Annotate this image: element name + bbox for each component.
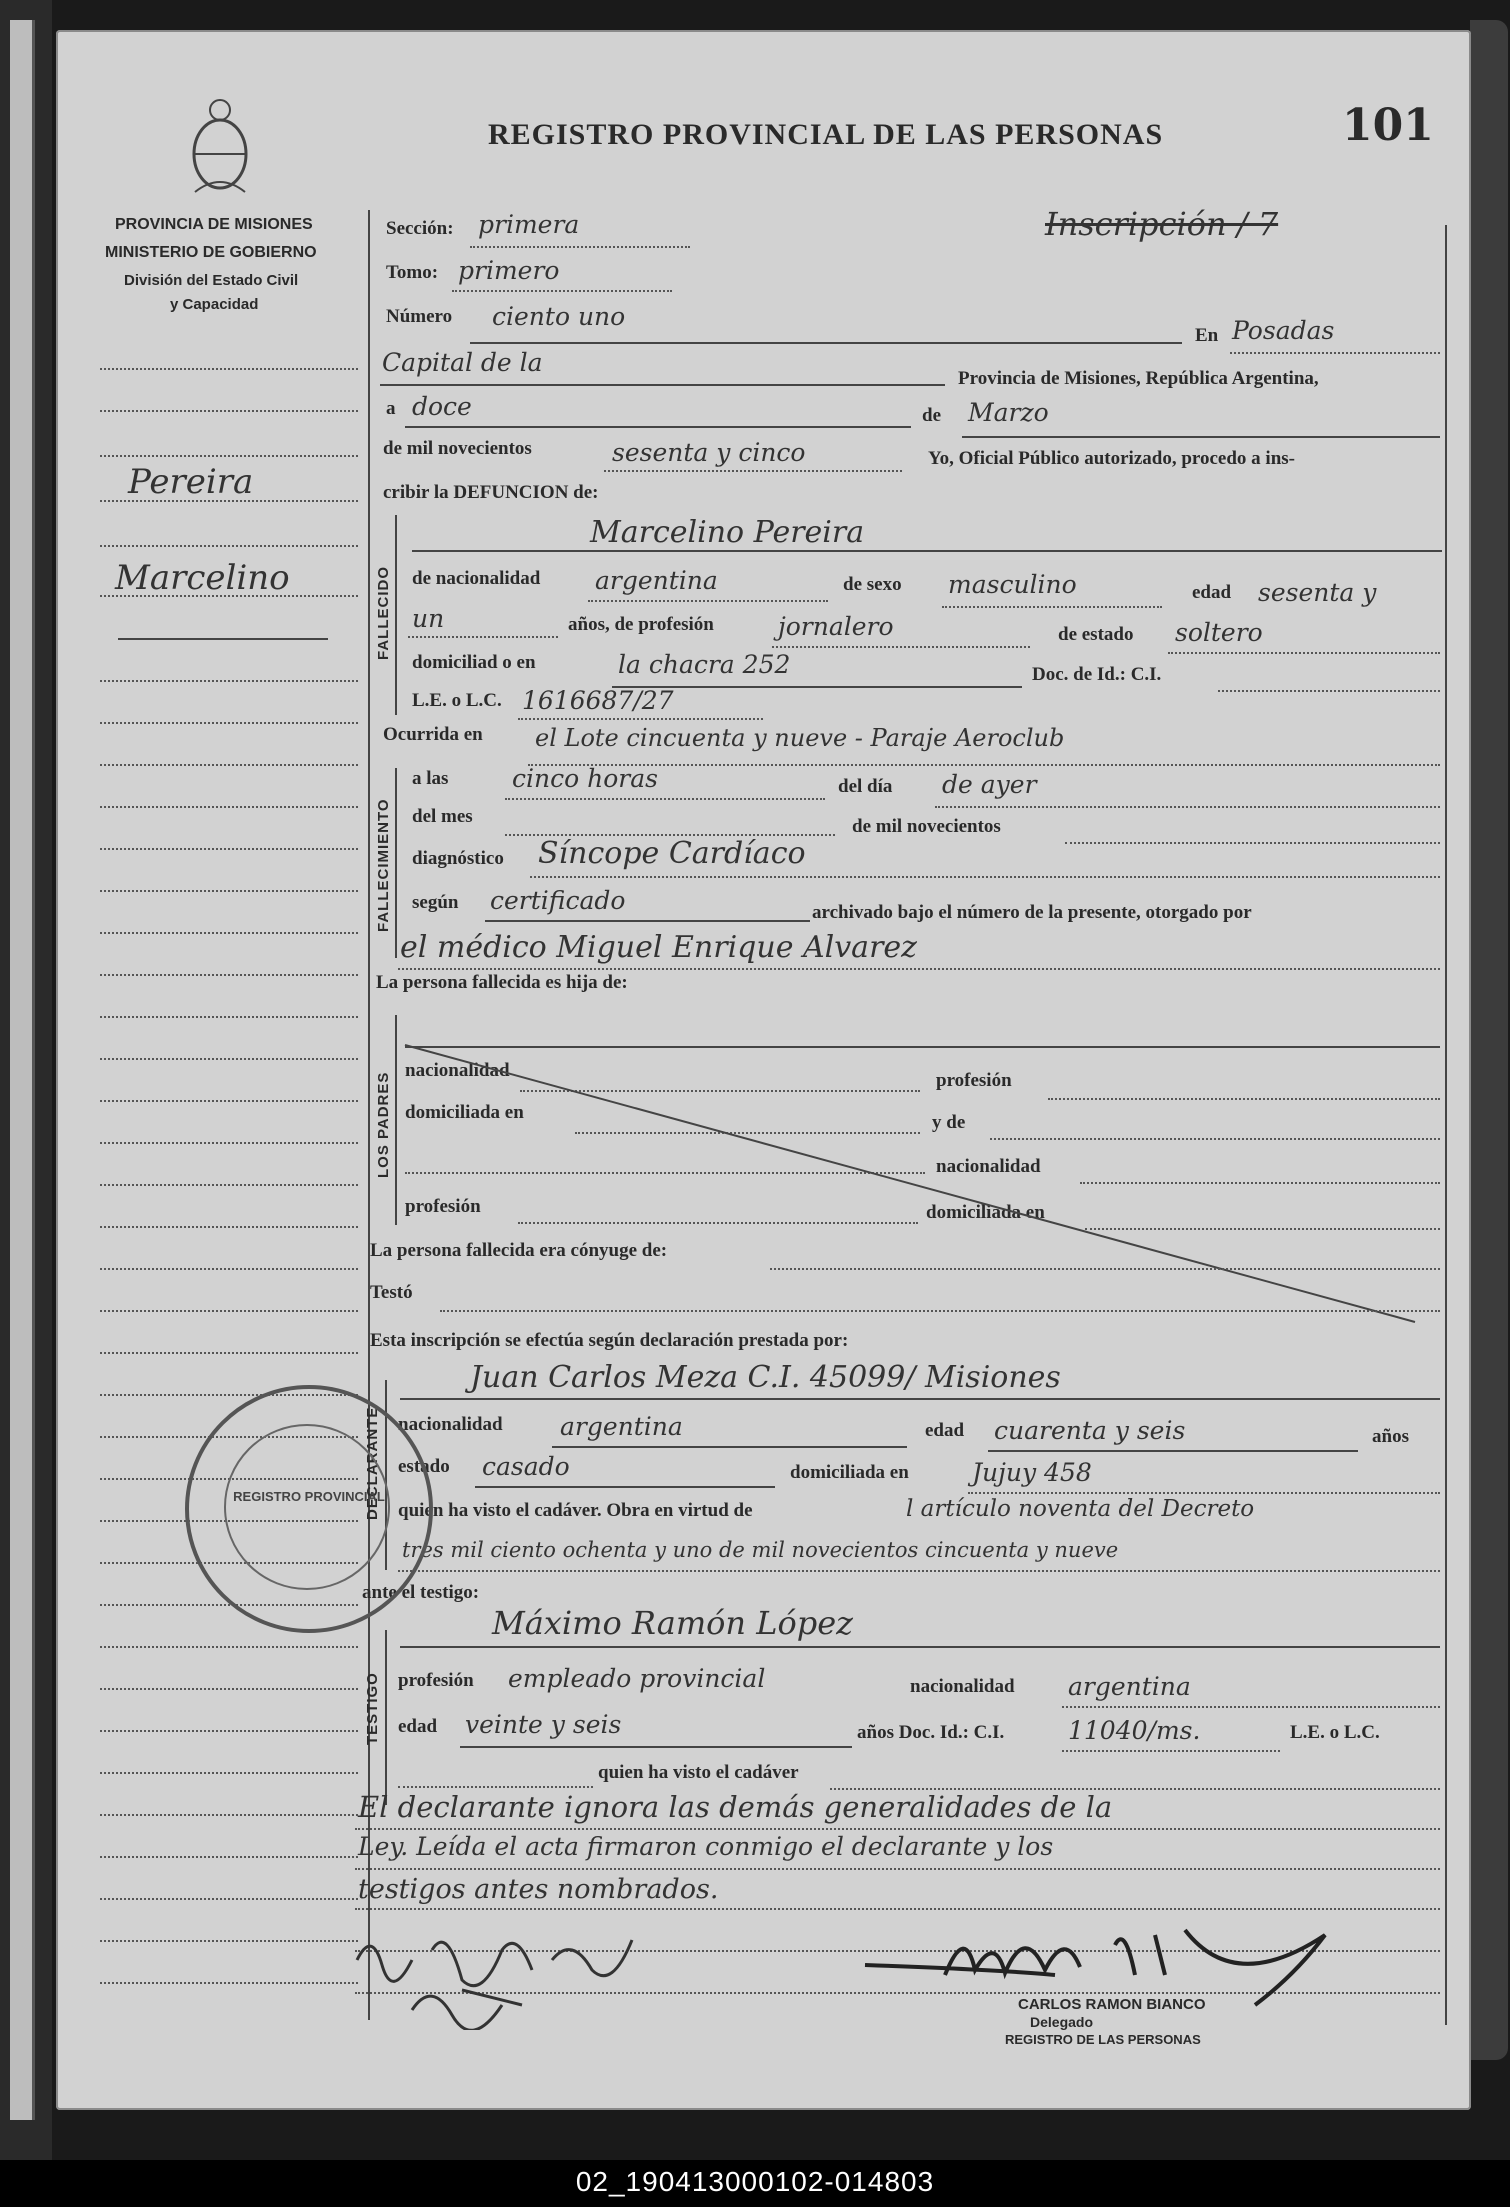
oficial-label: Yo, Oficial Público autorizado, procedo a ins-: [928, 448, 1295, 469]
declarante-nacionalidad-value: argentina: [560, 1412, 683, 1441]
fallecido-nombre: Marcelino Pereira: [590, 515, 865, 550]
seccion-label: Sección:: [386, 218, 454, 239]
declarante-visto-label: quien ha visto el cadáver. Obra en virtud de: [398, 1500, 753, 1521]
margin-surname: Pereira: [128, 462, 254, 502]
de-label: de: [922, 405, 941, 426]
testigo-bracket: [385, 1630, 387, 1805]
anios-profesion-label: años, de profesión: [568, 614, 714, 635]
padres-domiciliada2-label: domiciliada en: [926, 1202, 1045, 1223]
coat-of-arms-icon: [185, 92, 255, 204]
cierre-line1: El declarante ignora las demás generalidades de la: [358, 1790, 1113, 1824]
official-stamp-text: REGISTRO PROVINCIAL: [233, 1489, 385, 1504]
edad-value: sesenta y: [1258, 578, 1377, 607]
testigo-profesion-label: profesión: [398, 1670, 474, 1691]
padres-profesion-label: profesión: [936, 1070, 1012, 1091]
padres-strike-line: [400, 1040, 1450, 1330]
seccion-value: primera: [478, 210, 580, 239]
declarante-section-title: DECLARANTE: [364, 1406, 381, 1520]
declarante-anios-label: años: [1372, 1426, 1409, 1447]
mes-value: Marzo: [968, 398, 1049, 427]
diagnostico-label: diagnóstico: [412, 848, 504, 869]
binder-edge: [10, 20, 35, 2120]
padres-y-de-label: y de: [932, 1112, 966, 1133]
agency-line3: División del Estado Civil: [124, 272, 299, 289]
conyuge-label: La persona fallecida era cónyuge de:: [370, 1240, 668, 1261]
archivado-label: archivado bajo el número de la presente, otorgado por: [812, 902, 1252, 923]
crossed-note: Inscripción / 7: [1045, 205, 1279, 243]
dia-fallecimiento-value: de ayer: [942, 770, 1037, 799]
official-stamp-inner: [224, 1424, 390, 1590]
del-dia-label: del día: [838, 776, 893, 797]
testo-label: Testó: [370, 1282, 413, 1303]
le-label: L.E. o L.C.: [412, 690, 502, 711]
testigo-nacionalidad-label: nacionalidad: [910, 1676, 1015, 1697]
inscribir-label: cribir la DEFUNCION de:: [383, 482, 599, 503]
padres-intro: La persona fallecida es hija de:: [376, 972, 628, 993]
a-label: a: [386, 398, 396, 419]
nacionalidad-value: argentina: [595, 566, 718, 595]
fallecido-section-title: FALLECIDO: [375, 566, 392, 660]
agency-line1: PROVINCIA DE MISIONES: [115, 216, 313, 233]
sello-linea2: Delegado: [1030, 2014, 1094, 2030]
cierre-line3: testigos antes nombrados.: [358, 1874, 719, 1905]
doc-label: Doc. de Id.: C.I.: [1032, 664, 1162, 685]
testigo-intro: ante el testigo:: [362, 1582, 480, 1603]
provincia-label: Provincia de Misiones, República Argentina,: [958, 368, 1319, 389]
numero-value: ciento uno: [492, 302, 626, 331]
agency-line4: y Capacidad: [170, 296, 259, 313]
declarante-virtud-value: l artículo noventa del Decreto: [906, 1496, 1255, 1522]
numero-label: Número: [386, 306, 453, 327]
margin-given-name: Marcelino: [115, 558, 290, 598]
testigo-doc-value: 11040/ms.: [1068, 1716, 1201, 1745]
fallecimiento-section-title: FALLECIMIENTO: [375, 798, 392, 932]
padres-nacionalidad-label: nacionalidad: [405, 1060, 510, 1081]
declarante-domicilio-value: Jujuy 458: [972, 1458, 1092, 1487]
tomo-label: Tomo:: [386, 262, 439, 283]
fallecido-bracket: [395, 515, 397, 715]
a-las-label: a las: [412, 768, 449, 789]
lugar-value: el Lote cincuenta y nueve - Paraje Aeroclub: [535, 724, 1065, 752]
del-mes-label: del mes: [412, 806, 473, 827]
declarante-nombre: Juan Carlos Meza C.I. 45099/ Misiones: [470, 1360, 1061, 1395]
testigo-edad-value: veinte y seis: [465, 1710, 622, 1739]
cierre-line2: Ley. Leída el acta firmaron conmigo el declarante y los: [358, 1832, 1054, 1861]
en-label: En: [1195, 325, 1219, 346]
fallecimiento-bracket: [395, 768, 397, 958]
edad-label: edad: [1192, 582, 1232, 603]
testigo-nacionalidad-value: argentina: [1068, 1672, 1191, 1701]
hora-value: cinco horas: [512, 764, 658, 793]
declarante-virtud2-value: tres mil ciento ochenta y uno de mil novecientos cincuenta y nueve: [402, 1538, 1119, 1562]
mil-label: de mil novecientos: [383, 438, 532, 459]
declarante-estado-label: estado: [398, 1456, 450, 1477]
padres-section-title: LOS PADRES: [375, 1071, 392, 1178]
binder-left: [0, 0, 52, 2160]
testigo-section-title: TESTIGO: [364, 1672, 381, 1745]
en-value: Posadas: [1232, 316, 1335, 345]
sexo-value: masculino: [948, 570, 1077, 599]
dia-value: doce: [412, 392, 472, 421]
estado-label: de estado: [1058, 624, 1134, 645]
signature-declarante-testigo: [352, 1920, 652, 2030]
document-title: REGISTRO PROVINCIAL DE LAS PERSONAS: [488, 118, 1164, 151]
sello-linea1: CARLOS RAMON BIANCO: [1018, 1996, 1206, 2013]
testigo-nombre: Máximo Ramón López: [492, 1604, 853, 1642]
diagnostico-value: Síncope Cardíaco: [538, 836, 806, 871]
declarante-domiciliada-label: domiciliada en: [790, 1462, 909, 1483]
footer-image-id: 02_190413000102-014803: [575, 2166, 935, 2197]
padres-profesion2-label: profesión: [405, 1196, 481, 1217]
ocurrida-label: Ocurrida en: [383, 724, 483, 745]
declarante-edad-value: cuarenta y seis: [994, 1416, 1186, 1445]
segun-label: según: [412, 892, 459, 913]
declarante-nacionalidad-label: nacionalidad: [398, 1414, 503, 1435]
declarante-edad-label: edad: [925, 1420, 965, 1441]
page-number: 101: [1342, 100, 1434, 151]
anio-value: sesenta y cinco: [612, 438, 806, 467]
padres-domiciliada-label: domiciliada en: [405, 1102, 524, 1123]
agency-line2: MINISTERIO DE GOBIERNO: [105, 244, 317, 261]
mil-fallecimiento-label: de mil novecientos: [852, 816, 1001, 837]
capital-value: Capital de la: [382, 348, 543, 377]
declarante-intro: Esta inscripción se efectúa según declaración prestada por:: [370, 1330, 849, 1351]
domicilio-value: la chacra 252: [618, 650, 791, 679]
margin-divider: [368, 210, 370, 2020]
profesion-value: jornalero: [778, 612, 894, 641]
padres-nacionalidad2-label: nacionalidad: [936, 1156, 1041, 1177]
sexo-label: de sexo: [843, 574, 902, 595]
binder-right: [1470, 20, 1508, 2060]
testigo-profesion-value: empleado provincial: [508, 1664, 766, 1693]
declarante-estado-value: casado: [482, 1452, 570, 1481]
padres-bracket: [395, 1015, 397, 1225]
segun-value: certificado: [490, 886, 626, 915]
domicilio-label: domiciliad o en: [412, 652, 536, 673]
testigo-edad-label: edad: [398, 1716, 438, 1737]
estado-value: soltero: [1175, 618, 1263, 647]
medico-value: el médico Miguel Enrique Alvarez: [400, 930, 917, 965]
edad-value2: un: [412, 604, 445, 633]
testigo-doc-label: años Doc. Id.: C.I.: [857, 1722, 1005, 1743]
testigo-le-label: L.E. o L.C.: [1290, 1722, 1380, 1743]
nacionalidad-label: de nacionalidad: [412, 568, 541, 589]
testigo-visto-label: quien ha visto el cadáver: [598, 1762, 799, 1783]
sello-linea3: REGISTRO DE LAS PERSONAS: [1005, 2032, 1201, 2047]
le-value: 1616687/27: [522, 686, 674, 715]
official-stamp: [185, 1385, 433, 1633]
tomo-value: primero: [458, 256, 560, 285]
